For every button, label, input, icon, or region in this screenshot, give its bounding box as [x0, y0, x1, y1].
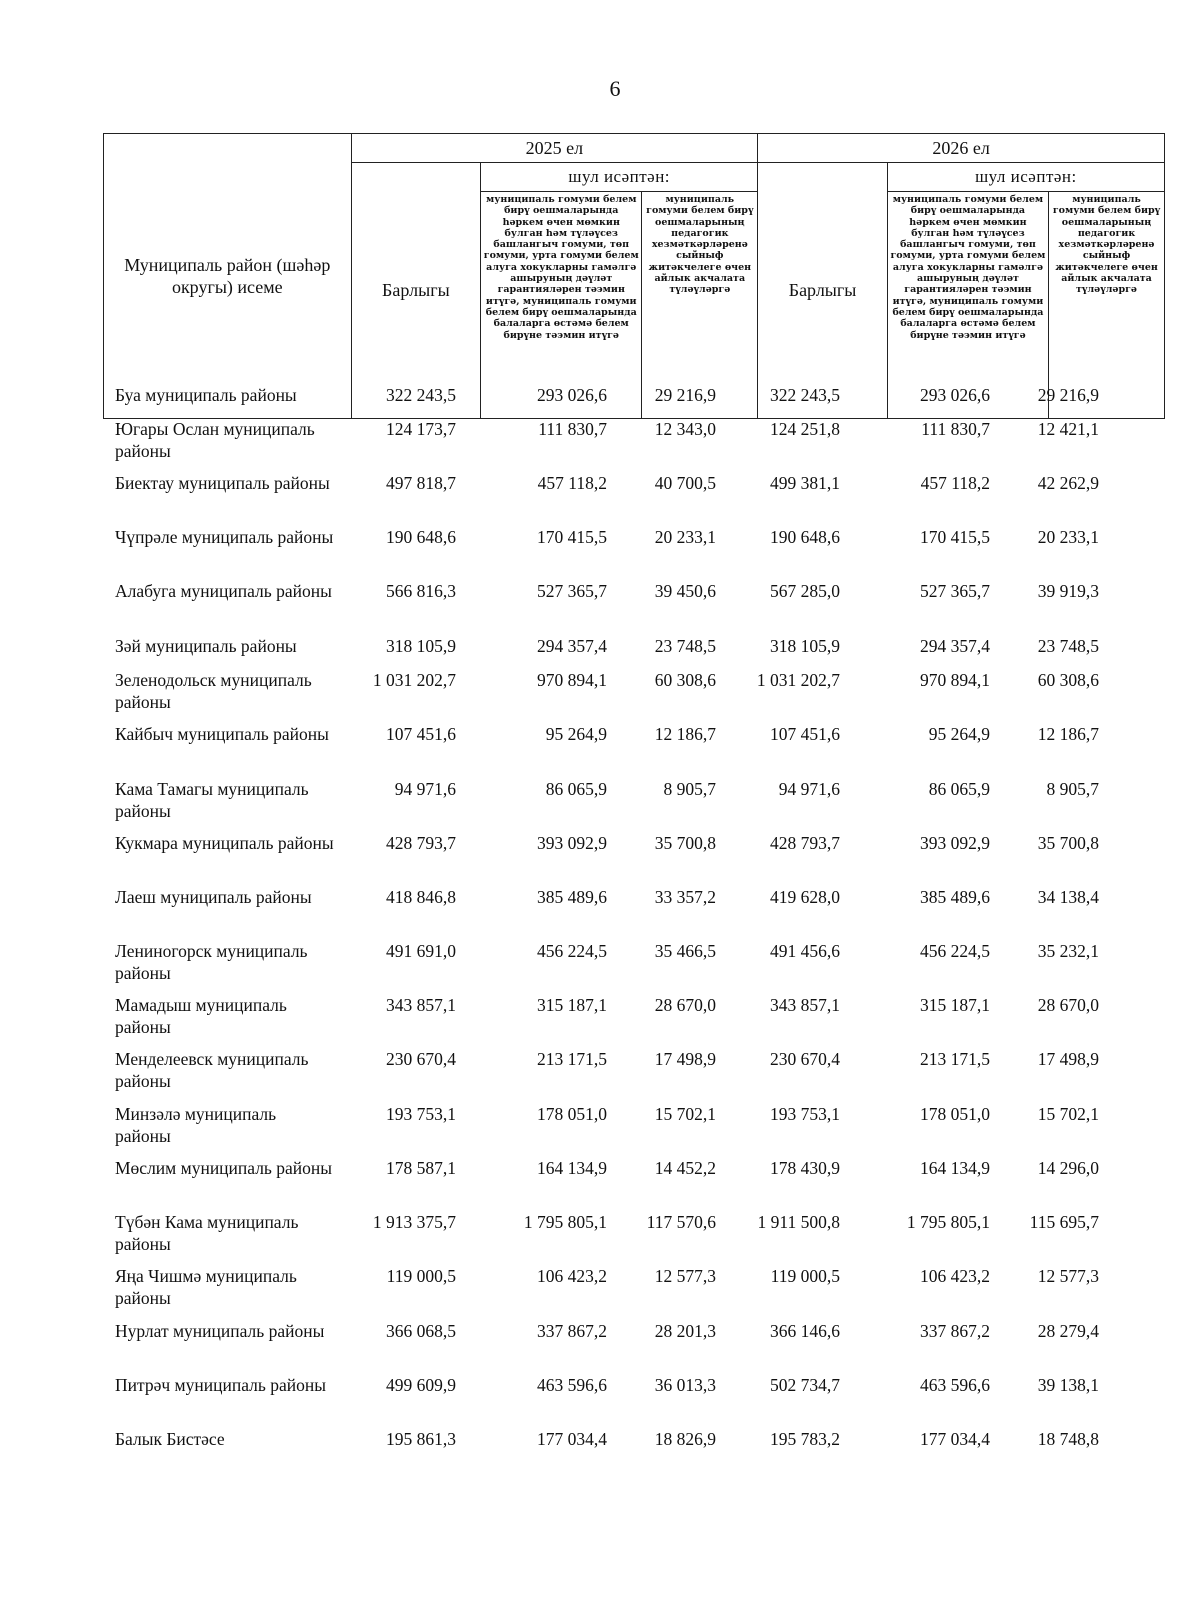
cell-guarantees-2026: 213 171,5	[920, 1049, 990, 1069]
cell-guarantees-2025: 164 134,9	[537, 1158, 607, 1178]
cell-class-teacher-2025: 60 308,6	[654, 670, 716, 690]
cell-total-2025: 124 173,7	[386, 419, 456, 439]
cell-class-teacher-2026: 35 700,8	[1037, 833, 1099, 853]
municipality-name: Питрәч муниципаль районы	[115, 1375, 326, 1395]
cell-guarantees-2026: 970 894,1	[920, 670, 990, 690]
cell-guarantees-2025: 293 026,6	[537, 385, 607, 405]
cell-total-2025: 230 670,4	[386, 1049, 456, 1069]
cell-total-2026: 195 783,2	[770, 1429, 840, 1449]
cell-class-teacher-2026: 28 670,0	[1037, 995, 1099, 1015]
municipality-name: Яңа Чишмә муниципаль районы	[115, 1266, 297, 1308]
cell-total-2025: 119 000,5	[386, 1266, 456, 1286]
municipality-name: Кайбыч муниципаль районы	[115, 724, 329, 744]
municipality-name: Мамадыш муниципаль районы	[115, 995, 287, 1037]
municipality-name: Биектау муниципаль районы	[115, 473, 330, 493]
municipality-name: Чүпрәле муниципаль районы	[115, 527, 334, 547]
cell-class-teacher-2026: 15 702,1	[1037, 1104, 1099, 1124]
cell-class-teacher-2026: 23 748,5	[1037, 636, 1099, 656]
cell-total-2026: 499 381,1	[770, 473, 840, 493]
cell-class-teacher-2025: 12 186,7	[654, 724, 716, 744]
header-total-2026: Барлыгы	[758, 163, 888, 419]
cell-guarantees-2025: 111 830,7	[538, 419, 607, 439]
cell-guarantees-2026: 95 264,9	[928, 724, 990, 744]
cell-class-teacher-2026: 42 262,9	[1037, 473, 1099, 493]
municipality-name: Лениногорск муниципаль районы	[115, 941, 308, 983]
cell-total-2026: 419 628,0	[770, 887, 840, 907]
cell-class-teacher-2025: 35 466,5	[654, 941, 716, 961]
municipality-name: Буа муниципаль районы	[115, 385, 297, 405]
header-sub-guarantees-2025: муниципаль гомуми белем бирү оешмаларында һәркем өчен мөмкин булган һәм түләүсез башлангыч гомуми, төп гомуми, урта гомуми белем алуга хокукларны гамәлгә ашыруның дәүләт гарантияләрен тәэмин итүгә, муниципаль гомуми белем бирү оешмаларында балаларга өстәмә белем бирүне тәэмин итүгә	[481, 192, 642, 419]
cell-total-2026: 190 648,6	[770, 527, 840, 547]
municipality-name: Түбән Кама муниципаль районы	[115, 1212, 299, 1254]
cell-guarantees-2026: 1 795 805,1	[906, 1212, 990, 1232]
cell-guarantees-2026: 294 357,4	[920, 636, 990, 656]
page-number: 6	[609, 76, 621, 101]
cell-class-teacher-2026: 14 296,0	[1037, 1158, 1099, 1178]
cell-total-2025: 418 846,8	[386, 887, 456, 907]
cell-class-teacher-2025: 12 343,0	[654, 419, 716, 439]
cell-class-teacher-2025: 8 905,7	[663, 779, 716, 799]
cell-class-teacher-2025: 28 201,3	[654, 1321, 716, 1341]
cell-total-2025: 491 691,0	[386, 941, 456, 961]
cell-total-2025: 1 031 202,7	[372, 670, 456, 690]
cell-class-teacher-2025: 14 452,2	[654, 1158, 716, 1178]
cell-guarantees-2025: 463 596,6	[537, 1375, 607, 1395]
cell-total-2025: 343 857,1	[386, 995, 456, 1015]
cell-class-teacher-2025: 117 570,6	[646, 1212, 716, 1232]
cell-class-teacher-2025: 18 826,9	[654, 1429, 716, 1449]
cell-total-2025: 195 861,3	[386, 1429, 456, 1449]
cell-total-2025: 190 648,6	[386, 527, 456, 547]
cell-class-teacher-2025: 20 233,1	[654, 527, 716, 547]
cell-total-2026: 318 105,9	[770, 636, 840, 656]
cell-guarantees-2026: 337 867,2	[920, 1321, 990, 1341]
header-sub-class-teacher-2026: муниципаль гомуми белем бирү оешмаларының педагогик хезмәткәрләренә сыйныф житәкчелеге өчен айлык акчалата түләүләргә	[1049, 192, 1165, 419]
cell-guarantees-2026: 111 830,7	[921, 419, 990, 439]
municipality-name: Кама Тамагы муниципаль районы	[115, 779, 309, 821]
cell-class-teacher-2026: 20 233,1	[1037, 527, 1099, 547]
cell-guarantees-2026: 393 092,9	[920, 833, 990, 853]
cell-class-teacher-2025: 36 013,3	[654, 1375, 716, 1395]
cell-total-2026: 193 753,1	[770, 1104, 840, 1124]
cell-class-teacher-2026: 29 216,9	[1037, 385, 1099, 405]
cell-total-2026: 1 911 500,8	[757, 1212, 840, 1232]
municipality-name: Менделеевск муниципаль районы	[115, 1049, 309, 1091]
cell-total-2025: 322 243,5	[386, 385, 456, 405]
municipality-name: Мөслим муниципаль районы	[115, 1158, 333, 1178]
cell-total-2025: 497 818,7	[386, 473, 456, 493]
cell-total-2025: 318 105,9	[386, 636, 456, 656]
cell-total-2025: 499 609,9	[386, 1375, 456, 1395]
cell-guarantees-2025: 385 489,6	[537, 887, 607, 907]
cell-total-2025: 366 068,5	[386, 1321, 456, 1341]
cell-total-2026: 343 857,1	[770, 995, 840, 1015]
cell-class-teacher-2026: 60 308,6	[1037, 670, 1099, 690]
municipality-name: Кукмара муниципаль районы	[115, 833, 334, 853]
table-header	[103, 133, 1165, 419]
cell-total-2025: 428 793,7	[386, 833, 456, 853]
municipality-name: Нурлат муниципаль районы	[115, 1321, 325, 1341]
cell-guarantees-2026: 463 596,6	[920, 1375, 990, 1395]
cell-guarantees-2025: 970 894,1	[537, 670, 607, 690]
cell-total-2026: 124 251,8	[770, 419, 840, 439]
municipality-name: Зеленодольск муниципаль районы	[115, 670, 312, 712]
header-year-2025: 2025 ел	[351, 134, 758, 163]
cell-class-teacher-2026: 17 498,9	[1037, 1049, 1099, 1069]
municipality-name: Югары Ослан муниципаль районы	[115, 419, 315, 461]
cell-total-2025: 107 451,6	[386, 724, 456, 744]
cell-total-2026: 567 285,0	[770, 581, 840, 601]
cell-total-2025: 193 753,1	[386, 1104, 456, 1124]
cell-guarantees-2026: 178 051,0	[920, 1104, 990, 1124]
cell-class-teacher-2025: 12 577,3	[654, 1266, 716, 1286]
cell-guarantees-2025: 170 415,5	[537, 527, 607, 547]
municipality-name: Балык Бистәсе	[115, 1429, 225, 1449]
cell-guarantees-2026: 293 026,6	[920, 385, 990, 405]
cell-guarantees-2025: 527 365,7	[537, 581, 607, 601]
cell-total-2026: 502 734,7	[770, 1375, 840, 1395]
cell-class-teacher-2025: 17 498,9	[654, 1049, 716, 1069]
cell-guarantees-2025: 86 065,9	[545, 779, 607, 799]
cell-class-teacher-2025: 23 748,5	[654, 636, 716, 656]
cell-class-teacher-2026: 18 748,8	[1037, 1429, 1099, 1449]
cell-guarantees-2026: 164 134,9	[920, 1158, 990, 1178]
cell-class-teacher-2025: 40 700,5	[654, 473, 716, 493]
cell-total-2026: 428 793,7	[770, 833, 840, 853]
cell-guarantees-2025: 337 867,2	[537, 1321, 607, 1341]
cell-guarantees-2026: 385 489,6	[920, 887, 990, 907]
header-total-2025: Барлыгы	[351, 163, 481, 419]
cell-guarantees-2025: 95 264,9	[545, 724, 607, 744]
header-year-2026: 2026 ел	[758, 134, 1165, 163]
cell-guarantees-2025: 106 423,2	[537, 1266, 607, 1286]
cell-class-teacher-2025: 35 700,8	[654, 833, 716, 853]
cell-class-teacher-2026: 12 577,3	[1037, 1266, 1099, 1286]
cell-guarantees-2026: 177 034,4	[920, 1429, 990, 1449]
cell-guarantees-2026: 170 415,5	[920, 527, 990, 547]
cell-total-2025: 566 816,3	[386, 581, 456, 601]
header-sub-guarantees-2026: муниципаль гомуми белем бирү оешмаларында һәркем өчен мөмкин булган һәм түләүсез башлангыч гомуми, төп гомуми, урта гомуми белем алуга хокукларны гамәлгә ашыруның дәүләт гарантияләрен тәэмин итүгә, муниципаль гомуми белем бирү оешмаларында балаларга өстәмә белем бирүне тәэмин итүгә	[887, 192, 1048, 419]
cell-guarantees-2026: 315 187,1	[920, 995, 990, 1015]
cell-total-2026: 94 971,6	[778, 779, 840, 799]
cell-total-2025: 1 913 375,7	[372, 1212, 456, 1232]
cell-class-teacher-2026: 12 186,7	[1037, 724, 1099, 744]
cell-total-2026: 322 243,5	[770, 385, 840, 405]
cell-guarantees-2025: 177 034,4	[537, 1429, 607, 1449]
cell-class-teacher-2026: 39 138,1	[1037, 1375, 1099, 1395]
municipality-name: Минзәлә муниципаль районы	[115, 1104, 277, 1146]
municipality-name: Лаеш муниципаль районы	[115, 887, 312, 907]
cell-guarantees-2025: 1 795 805,1	[523, 1212, 607, 1232]
cell-guarantees-2025: 456 224,5	[537, 941, 607, 961]
cell-guarantees-2026: 106 423,2	[920, 1266, 990, 1286]
cell-total-2026: 178 430,9	[770, 1158, 840, 1178]
header-including-2026: шул исәптән:	[887, 163, 1164, 192]
municipality-name: Алабуга муниципаль районы	[115, 581, 332, 601]
cell-total-2025: 94 971,6	[394, 779, 456, 799]
municipality-name: Зәй муниципаль районы	[115, 636, 297, 656]
cell-guarantees-2025: 213 171,5	[537, 1049, 607, 1069]
cell-total-2026: 491 456,6	[770, 941, 840, 961]
cell-class-teacher-2025: 33 357,2	[654, 887, 716, 907]
cell-guarantees-2025: 457 118,2	[537, 473, 607, 493]
header-including-2025: шул исәптән:	[481, 163, 758, 192]
cell-class-teacher-2026: 39 919,3	[1037, 581, 1099, 601]
cell-guarantees-2026: 86 065,9	[928, 779, 990, 799]
cell-guarantees-2025: 294 357,4	[537, 636, 607, 656]
cell-guarantees-2025: 178 051,0	[537, 1104, 607, 1124]
header-sub-class-teacher-2025: муниципаль гомуми белем бирү оешмаларының педагогик хезмәткәрләренә сыйныф житәкчелеге өчен айлык акчалата түләүләргә	[642, 192, 758, 419]
cell-guarantees-2025: 393 092,9	[537, 833, 607, 853]
cell-total-2026: 230 670,4	[770, 1049, 840, 1069]
cell-total-2026: 366 146,6	[770, 1321, 840, 1341]
cell-class-teacher-2025: 28 670,0	[654, 995, 716, 1015]
cell-guarantees-2025: 315 187,1	[537, 995, 607, 1015]
cell-class-teacher-2025: 15 702,1	[654, 1104, 716, 1124]
cell-total-2025: 178 587,1	[386, 1158, 456, 1178]
header-municipality-name: Муниципаль район (шәһәр округы) исеме	[104, 134, 352, 419]
cell-class-teacher-2026: 8 905,7	[1046, 779, 1099, 799]
cell-class-teacher-2026: 12 421,1	[1037, 419, 1099, 439]
cell-total-2026: 1 031 202,7	[756, 670, 840, 690]
cell-guarantees-2026: 457 118,2	[920, 473, 990, 493]
cell-guarantees-2026: 527 365,7	[920, 581, 990, 601]
cell-class-teacher-2026: 34 138,4	[1037, 887, 1099, 907]
cell-class-teacher-2026: 115 695,7	[1029, 1212, 1099, 1232]
cell-guarantees-2026: 456 224,5	[920, 941, 990, 961]
cell-class-teacher-2026: 35 232,1	[1037, 941, 1099, 961]
cell-total-2026: 107 451,6	[770, 724, 840, 744]
cell-class-teacher-2026: 28 279,4	[1037, 1321, 1099, 1341]
cell-total-2026: 119 000,5	[770, 1266, 840, 1286]
cell-class-teacher-2025: 29 216,9	[654, 385, 716, 405]
cell-class-teacher-2025: 39 450,6	[654, 581, 716, 601]
